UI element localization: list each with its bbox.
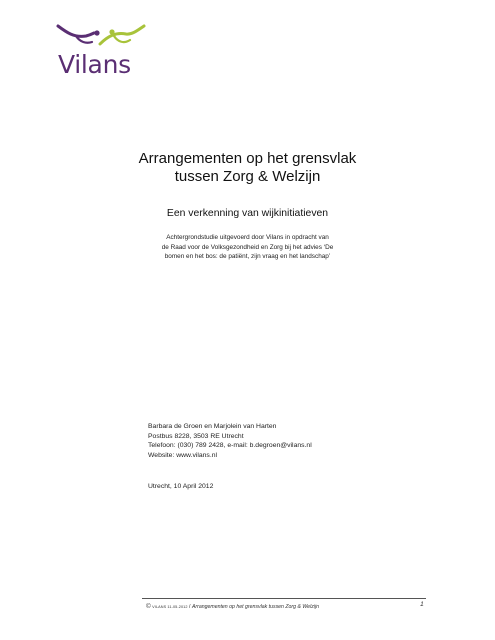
footer-doc-title: Arrangementen op het grensvlak tussen Zorg & Welzijn	[191, 604, 320, 610]
contact-authors: Barbara de Groen en Marjolein van Harten	[148, 423, 277, 430]
contact-address: Postbus 8228, 3503 RE Utrecht	[148, 432, 244, 440]
page-footer	[146, 603, 319, 610]
copyright-symbol: ©	[146, 603, 151, 610]
contact-block	[148, 422, 312, 460]
contact-phone-email: Telefoon: (030) 789 2428, e-mail: b.degroen@vilans.nl	[148, 442, 312, 450]
footer-divider	[142, 598, 426, 599]
document-subtitle: Een verkenning van wijkinitiatieven	[166, 208, 329, 219]
footer-org-date: VILANS 11-05-2012	[152, 605, 188, 609]
logo-wordmark: Vilans	[58, 50, 131, 79]
intro-line: de Raad voor de Volksgezondheid en Zorg bij het advies ‘De	[161, 243, 334, 251]
footer-separator: /	[189, 604, 191, 610]
document-date: Utrecht, 10 April 2012	[148, 483, 214, 490]
contact-website: Website: www.vilans.nl	[148, 451, 218, 459]
page-number: 1	[420, 601, 424, 608]
document-title	[0, 150, 495, 186]
intro-line: Achtergrondstudie uitgevoerd door Vilans in opdracht van	[166, 234, 329, 241]
intro-line: bomen en het bos: de patiënt, zijn vraag en het landschap’	[164, 253, 331, 261]
title-line: tussen Zorg & Welzijn	[174, 168, 321, 185]
intro-paragraph	[0, 233, 495, 262]
title-line: Arrangementen op het grensvlak	[138, 150, 357, 167]
